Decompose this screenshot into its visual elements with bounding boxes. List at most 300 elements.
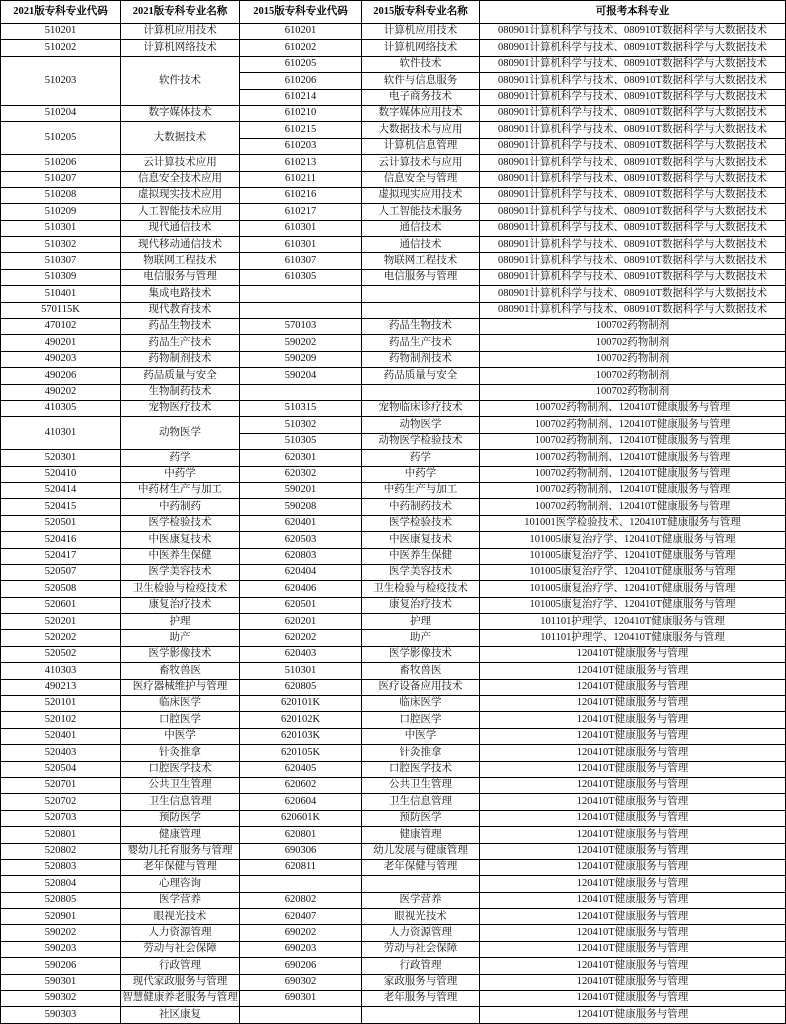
- cell-name-2021: 婴幼儿托育服务与管理: [121, 844, 240, 860]
- cell-name-2021: 人工智能技术应用: [121, 204, 240, 220]
- cell-name-2015: 电子商务技术: [362, 90, 480, 106]
- cell-code-2021: 520502: [1, 647, 121, 663]
- cell-code-2015: 510302: [240, 417, 362, 433]
- cell-name-2021: 生物制药技术: [121, 385, 240, 401]
- cell-eligible-majors: 100702药物制剂、120410T健康服务与管理: [480, 467, 786, 483]
- cell-code-2021: 520803: [1, 860, 121, 876]
- cell-code-2015: 620201: [240, 614, 362, 630]
- cell-name-2021: 宠物医疗技术: [121, 401, 240, 417]
- cell-name-2015: 软件技术: [362, 57, 480, 73]
- cell-code-2021: 520417: [1, 549, 121, 565]
- cell-eligible-majors: 100702药物制剂、120410T健康服务与管理: [480, 434, 786, 450]
- cell-name-2015: 口腔医学技术: [362, 762, 480, 778]
- cell-name-2021: 计算机应用技术: [121, 24, 240, 40]
- cell-eligible-majors: 120410T健康服务与管理: [480, 778, 786, 794]
- cell-code-2021: 470102: [1, 319, 121, 335]
- cell-eligible-majors: 101005康复治疗学、120410T健康服务与管理: [480, 532, 786, 548]
- cell-name-2015: 计算机应用技术: [362, 24, 480, 40]
- cell-code-2015: 610217: [240, 204, 362, 220]
- cell-eligible-majors: 120410T健康服务与管理: [480, 745, 786, 761]
- cell-name-2015: 幼儿发展与健康管理: [362, 844, 480, 860]
- cell-name-2021: 医学营养: [121, 893, 240, 909]
- cell-code-2015: 620103K: [240, 729, 362, 745]
- cell-eligible-majors: 080901计算机科学与技术、080910T数据科学与大数据技术: [480, 90, 786, 106]
- cell-code-2021: 520802: [1, 844, 121, 860]
- cell-name-2015: 中药制药技术: [362, 499, 480, 515]
- cell-eligible-majors: 120410T健康服务与管理: [480, 696, 786, 712]
- cell-name-2015: [362, 385, 480, 401]
- cell-code-2021: 490202: [1, 385, 121, 401]
- cell-code-2021: 520416: [1, 532, 121, 548]
- cell-name-2015: 针灸推拿: [362, 745, 480, 761]
- cell-eligible-majors: 120410T健康服务与管理: [480, 844, 786, 860]
- cell-name-2015: 卫生信息管理: [362, 794, 480, 810]
- cell-eligible-majors: 080901计算机科学与技术、080910T数据科学与大数据技术: [480, 221, 786, 237]
- cell-code-2015: 620803: [240, 549, 362, 565]
- cell-code-2015: 610301: [240, 221, 362, 237]
- cell-eligible-majors: 080901计算机科学与技术、080910T数据科学与大数据技术: [480, 253, 786, 269]
- cell-code-2015: 610205: [240, 57, 362, 73]
- cell-code-2015: 610211: [240, 172, 362, 188]
- cell-code-2021: 510301: [1, 221, 121, 237]
- cell-code-2015: 610203: [240, 139, 362, 155]
- cell-eligible-majors: 120410T健康服务与管理: [480, 712, 786, 728]
- cell-code-2015: 620802: [240, 893, 362, 909]
- cell-code-2021: 520201: [1, 614, 121, 630]
- cell-name-2015: 计算机网络技术: [362, 40, 480, 56]
- cell-name-2021: 医疗器械维护与管理: [121, 680, 240, 696]
- cell-eligible-majors: 080901计算机科学与技术、080910T数据科学与大数据技术: [480, 237, 786, 253]
- cell-name-2015: 云计算技术与应用: [362, 155, 480, 171]
- cell-name-2015: 中医康复技术: [362, 532, 480, 548]
- cell-code-2015: 610201: [240, 24, 362, 40]
- cell-name-2021: 行政管理: [121, 958, 240, 974]
- cell-code-2021: 510208: [1, 188, 121, 204]
- cell-code-2021: 410303: [1, 663, 121, 679]
- cell-code-2021: 520501: [1, 516, 121, 532]
- cell-eligible-majors: 101005康复治疗学、120410T健康服务与管理: [480, 598, 786, 614]
- cell-code-2015: 620302: [240, 467, 362, 483]
- cell-name-2015: 药品生产技术: [362, 335, 480, 351]
- cell-name-2021: 软件技术: [121, 57, 240, 106]
- cell-name-2021: 口腔医学: [121, 712, 240, 728]
- cell-code-2021: 510204: [1, 106, 121, 122]
- cell-name-2015: 健康管理: [362, 827, 480, 843]
- cell-code-2015: 590209: [240, 352, 362, 368]
- cell-code-2021: 510401: [1, 286, 121, 302]
- cell-eligible-majors: 100702药物制剂、120410T健康服务与管理: [480, 450, 786, 466]
- cell-name-2015: 电信服务与管理: [362, 270, 480, 286]
- cell-code-2015: 590208: [240, 499, 362, 515]
- cell-name-2015: [362, 286, 480, 302]
- cell-name-2021: 卫生检验与检疫技术: [121, 581, 240, 597]
- cell-name-2015: 口腔医学: [362, 712, 480, 728]
- cell-name-2015: 医学营养: [362, 893, 480, 909]
- cell-eligible-majors: 120410T健康服务与管理: [480, 942, 786, 958]
- cell-name-2015: 大数据技术与应用: [362, 122, 480, 138]
- cell-code-2015: 690306: [240, 844, 362, 860]
- cell-name-2021: 老年保健与管理: [121, 860, 240, 876]
- cell-eligible-majors: 101101护理学、120410T健康服务与管理: [480, 630, 786, 646]
- cell-name-2015: 通信技术: [362, 221, 480, 237]
- cell-name-2021: 护理: [121, 614, 240, 630]
- cell-code-2021: 510205: [1, 122, 121, 155]
- cell-name-2015: 医学美容技术: [362, 565, 480, 581]
- cell-eligible-majors: 101001医学检验技术、120410T健康服务与管理: [480, 516, 786, 532]
- cell-code-2021: 490201: [1, 335, 121, 351]
- cell-code-2015: 610307: [240, 253, 362, 269]
- cell-code-2015: 690206: [240, 958, 362, 974]
- cell-code-2015: 620102K: [240, 712, 362, 728]
- cell-name-2015: 信息安全与管理: [362, 172, 480, 188]
- cell-name-2021: 中药制药: [121, 499, 240, 515]
- cell-eligible-majors: 120410T健康服务与管理: [480, 811, 786, 827]
- cell-code-2021: 510207: [1, 172, 121, 188]
- cell-name-2015: 老年保健与管理: [362, 860, 480, 876]
- cell-code-2021: 490203: [1, 352, 121, 368]
- cell-name-2015: 劳动与社会保障: [362, 942, 480, 958]
- cell-code-2021: 520504: [1, 762, 121, 778]
- cell-name-2021: 中医学: [121, 729, 240, 745]
- cell-eligible-majors: 120410T健康服务与管理: [480, 680, 786, 696]
- cell-code-2015: 620403: [240, 647, 362, 663]
- cell-code-2015: 610206: [240, 73, 362, 89]
- cell-code-2021: 520901: [1, 909, 121, 925]
- cell-name-2015: 卫生检验与检疫技术: [362, 581, 480, 597]
- cell-code-2021: 520703: [1, 811, 121, 827]
- cell-eligible-majors: 120410T健康服务与管理: [480, 663, 786, 679]
- cell-code-2021: 410305: [1, 401, 121, 417]
- cell-name-2015: 中药学: [362, 467, 480, 483]
- cell-code-2015: 620101K: [240, 696, 362, 712]
- cell-code-2015: 590204: [240, 368, 362, 384]
- cell-name-2021: 药品生物技术: [121, 319, 240, 335]
- cell-eligible-majors: 100702药物制剂: [480, 319, 786, 335]
- cell-code-2015: 590201: [240, 483, 362, 499]
- cell-code-2015: 620805: [240, 680, 362, 696]
- cell-eligible-majors: 100702药物制剂、120410T健康服务与管理: [480, 417, 786, 433]
- cell-code-2015: 620501: [240, 598, 362, 614]
- cell-name-2021: 针灸推拿: [121, 745, 240, 761]
- cell-code-2021: 520102: [1, 712, 121, 728]
- cell-name-2015: 医学检验技术: [362, 516, 480, 532]
- cell-code-2015: 610216: [240, 188, 362, 204]
- cell-code-2015: 690203: [240, 942, 362, 958]
- cell-name-2015: 药学: [362, 450, 480, 466]
- cell-code-2021: 570115K: [1, 303, 121, 319]
- cell-eligible-majors: 080901计算机科学与技术、080910T数据科学与大数据技术: [480, 122, 786, 138]
- header-2015-code: 2015版专科专业代码: [240, 1, 362, 24]
- cell-code-2015: 620405: [240, 762, 362, 778]
- cell-code-2015: 620602: [240, 778, 362, 794]
- cell-code-2015: [240, 1007, 362, 1023]
- cell-name-2021: 畜牧兽医: [121, 663, 240, 679]
- cell-name-2021: 计算机网络技术: [121, 40, 240, 56]
- cell-code-2021: 510209: [1, 204, 121, 220]
- cell-code-2021: 590303: [1, 1007, 121, 1023]
- cell-code-2021: 510309: [1, 270, 121, 286]
- cell-eligible-majors: 120410T健康服务与管理: [480, 893, 786, 909]
- cell-code-2015: 510301: [240, 663, 362, 679]
- cell-eligible-majors: 080901计算机科学与技术、080910T数据科学与大数据技术: [480, 73, 786, 89]
- cell-name-2021: 中药学: [121, 467, 240, 483]
- cell-eligible-majors: 080901计算机科学与技术、080910T数据科学与大数据技术: [480, 57, 786, 73]
- cell-code-2015: [240, 385, 362, 401]
- cell-name-2015: 临床医学: [362, 696, 480, 712]
- cell-code-2021: 520301: [1, 450, 121, 466]
- cell-eligible-majors: 120410T健康服务与管理: [480, 860, 786, 876]
- cell-code-2015: 690202: [240, 925, 362, 941]
- cell-eligible-majors: 120410T健康服务与管理: [480, 794, 786, 810]
- cell-code-2021: 520410: [1, 467, 121, 483]
- cell-name-2021: 助产: [121, 630, 240, 646]
- cell-code-2021: 520415: [1, 499, 121, 515]
- cell-name-2021: 劳动与社会保障: [121, 942, 240, 958]
- cell-code-2015: 620301: [240, 450, 362, 466]
- cell-eligible-majors: 080901计算机科学与技术、080910T数据科学与大数据技术: [480, 172, 786, 188]
- cell-code-2021: 410301: [1, 417, 121, 450]
- cell-name-2021: 云计算技术应用: [121, 155, 240, 171]
- cell-eligible-majors: 100702药物制剂、120410T健康服务与管理: [480, 401, 786, 417]
- cell-name-2021: 集成电路技术: [121, 286, 240, 302]
- cell-name-2021: 动物医学: [121, 417, 240, 450]
- cell-name-2015: 虚拟现实应用技术: [362, 188, 480, 204]
- cell-name-2021: 临床医学: [121, 696, 240, 712]
- cell-name-2021: 预防医学: [121, 811, 240, 827]
- cell-name-2021: 眼视光技术: [121, 909, 240, 925]
- cell-code-2015: 610215: [240, 122, 362, 138]
- cell-name-2021: 健康管理: [121, 827, 240, 843]
- cell-eligible-majors: 120410T健康服务与管理: [480, 925, 786, 941]
- cell-name-2021: 公共卫生管理: [121, 778, 240, 794]
- cell-eligible-majors: 120410T健康服务与管理: [480, 991, 786, 1007]
- cell-name-2015: 药物制剂技术: [362, 352, 480, 368]
- cell-eligible-majors: 080901计算机科学与技术、080910T数据科学与大数据技术: [480, 303, 786, 319]
- cell-name-2021: 药品生产技术: [121, 335, 240, 351]
- header-2021-code: 2021版专科专业代码: [1, 1, 121, 24]
- cell-code-2021: 520801: [1, 827, 121, 843]
- cell-code-2015: 610305: [240, 270, 362, 286]
- cell-code-2021: 520401: [1, 729, 121, 745]
- cell-name-2021: 现代家政服务与管理: [121, 975, 240, 991]
- cell-code-2021: 520804: [1, 876, 121, 892]
- cell-code-2015: [240, 286, 362, 302]
- cell-code-2015: 510305: [240, 434, 362, 450]
- cell-eligible-majors: 080901计算机科学与技术、080910T数据科学与大数据技术: [480, 106, 786, 122]
- cell-code-2021: 510302: [1, 237, 121, 253]
- cell-code-2021: 510203: [1, 57, 121, 106]
- cell-name-2015: 软件与信息服务: [362, 73, 480, 89]
- cell-name-2015: [362, 876, 480, 892]
- cell-code-2015: 620601K: [240, 811, 362, 827]
- cell-eligible-majors: 120410T健康服务与管理: [480, 876, 786, 892]
- cell-code-2015: 620105K: [240, 745, 362, 761]
- cell-code-2021: 520414: [1, 483, 121, 499]
- cell-name-2015: 公共卫生管理: [362, 778, 480, 794]
- cell-eligible-majors: 100702药物制剂: [480, 335, 786, 351]
- cell-eligible-majors: 120410T健康服务与管理: [480, 827, 786, 843]
- header-2015-name: 2015版专科专业名称: [362, 1, 480, 24]
- cell-name-2021: 中医康复技术: [121, 532, 240, 548]
- cell-name-2021: 康复治疗技术: [121, 598, 240, 614]
- cell-code-2021: 520701: [1, 778, 121, 794]
- cell-name-2015: 动物医学: [362, 417, 480, 433]
- cell-name-2015: 预防医学: [362, 811, 480, 827]
- cell-name-2015: 动物医学检验技术: [362, 434, 480, 450]
- cell-code-2021: 520702: [1, 794, 121, 810]
- cell-code-2015: 690302: [240, 975, 362, 991]
- cell-code-2015: 620404: [240, 565, 362, 581]
- cell-eligible-majors: 101005康复治疗学、120410T健康服务与管理: [480, 581, 786, 597]
- cell-code-2015: 610210: [240, 106, 362, 122]
- cell-eligible-majors: 080901计算机科学与技术、080910T数据科学与大数据技术: [480, 188, 786, 204]
- cell-name-2015: 数字媒体应用技术: [362, 106, 480, 122]
- cell-code-2015: 690301: [240, 991, 362, 1007]
- cell-code-2021: 590302: [1, 991, 121, 1007]
- cell-code-2015: 620406: [240, 581, 362, 597]
- cell-name-2015: 医学影像技术: [362, 647, 480, 663]
- cell-code-2015: 610214: [240, 90, 362, 106]
- cell-eligible-majors: 100702药物制剂: [480, 352, 786, 368]
- cell-name-2021: 电信服务与管理: [121, 270, 240, 286]
- cell-name-2021: 现代移动通信技术: [121, 237, 240, 253]
- cell-name-2015: 药品生物技术: [362, 319, 480, 335]
- cell-code-2015: 570103: [240, 319, 362, 335]
- cell-name-2021: 卫生信息管理: [121, 794, 240, 810]
- cell-code-2021: 510201: [1, 24, 121, 40]
- cell-code-2015: 510315: [240, 401, 362, 417]
- cell-name-2021: 医学影像技术: [121, 647, 240, 663]
- cell-name-2015: 人力资源管理: [362, 925, 480, 941]
- header-2021-name: 2021版专科专业名称: [121, 1, 240, 24]
- cell-code-2021: 520507: [1, 565, 121, 581]
- cell-eligible-majors: 080901计算机科学与技术、080910T数据科学与大数据技术: [480, 139, 786, 155]
- cell-eligible-majors: 120410T健康服务与管理: [480, 958, 786, 974]
- cell-code-2015: [240, 303, 362, 319]
- cell-eligible-majors: 101005康复治疗学、120410T健康服务与管理: [480, 549, 786, 565]
- cell-eligible-majors: 120410T健康服务与管理: [480, 647, 786, 663]
- cell-name-2015: [362, 303, 480, 319]
- cell-code-2021: 590206: [1, 958, 121, 974]
- header-eligible-majors: 可报考本科专业: [480, 1, 786, 24]
- cell-name-2021: 药品质量与安全: [121, 368, 240, 384]
- cell-code-2021: 510307: [1, 253, 121, 269]
- cell-code-2021: 590203: [1, 942, 121, 958]
- cell-name-2021: 医学检验技术: [121, 516, 240, 532]
- cell-code-2015: 620407: [240, 909, 362, 925]
- cell-name-2015: 药品质量与安全: [362, 368, 480, 384]
- cell-eligible-majors: 100702药物制剂: [480, 385, 786, 401]
- cell-code-2021: 520601: [1, 598, 121, 614]
- cell-name-2021: 心理咨询: [121, 876, 240, 892]
- cell-eligible-majors: 080901计算机科学与技术、080910T数据科学与大数据技术: [480, 204, 786, 220]
- cell-name-2021: 中医养生保健: [121, 549, 240, 565]
- cell-code-2021: 490206: [1, 368, 121, 384]
- cell-code-2015: 610202: [240, 40, 362, 56]
- cell-code-2015: 610301: [240, 237, 362, 253]
- cell-code-2021: 510202: [1, 40, 121, 56]
- cell-name-2021: 现代通信技术: [121, 221, 240, 237]
- cell-eligible-majors: 120410T健康服务与管理: [480, 909, 786, 925]
- cell-name-2015: 中医养生保健: [362, 549, 480, 565]
- cell-name-2021: 物联网工程技术: [121, 253, 240, 269]
- cell-code-2021: 520403: [1, 745, 121, 761]
- cell-code-2015: 620202: [240, 630, 362, 646]
- cell-code-2015: 620604: [240, 794, 362, 810]
- cell-name-2021: 人力资源管理: [121, 925, 240, 941]
- cell-code-2015: 620811: [240, 860, 362, 876]
- cell-name-2015: 畜牧兽医: [362, 663, 480, 679]
- cell-code-2015: [240, 876, 362, 892]
- cell-eligible-majors: 080901计算机科学与技术、080910T数据科学与大数据技术: [480, 40, 786, 56]
- cell-eligible-majors: 080901计算机科学与技术、080910T数据科学与大数据技术: [480, 270, 786, 286]
- cell-name-2021: 虚拟现实技术应用: [121, 188, 240, 204]
- cell-name-2015: [362, 1007, 480, 1023]
- cell-code-2015: 620401: [240, 516, 362, 532]
- cell-name-2021: 药学: [121, 450, 240, 466]
- cell-name-2015: 中药生产与加工: [362, 483, 480, 499]
- cell-eligible-majors: 101101护理学、120410T健康服务与管理: [480, 614, 786, 630]
- cell-name-2015: 通信技术: [362, 237, 480, 253]
- cell-eligible-majors: 100702药物制剂、120410T健康服务与管理: [480, 483, 786, 499]
- cell-code-2021: 520508: [1, 581, 121, 597]
- cell-eligible-majors: 080901计算机科学与技术、080910T数据科学与大数据技术: [480, 286, 786, 302]
- cell-name-2015: 康复治疗技术: [362, 598, 480, 614]
- cell-name-2021: 社区康复: [121, 1007, 240, 1023]
- cell-name-2021: 口腔医学技术: [121, 762, 240, 778]
- cell-name-2015: 家政服务与管理: [362, 975, 480, 991]
- cell-name-2015: 老年服务与管理: [362, 991, 480, 1007]
- cell-name-2021: 现代教育技术: [121, 303, 240, 319]
- cell-name-2015: 物联网工程技术: [362, 253, 480, 269]
- cell-code-2021: 520101: [1, 696, 121, 712]
- cell-name-2015: 人工智能技术服务: [362, 204, 480, 220]
- cell-code-2015: 590202: [240, 335, 362, 351]
- cell-name-2015: 行政管理: [362, 958, 480, 974]
- cell-name-2015: 计算机信息管理: [362, 139, 480, 155]
- cell-name-2021: 药物制剂技术: [121, 352, 240, 368]
- cell-name-2021: 医学美容技术: [121, 565, 240, 581]
- cell-eligible-majors: 080901计算机科学与技术、080910T数据科学与大数据技术: [480, 155, 786, 171]
- cell-eligible-majors: 080901计算机科学与技术、080910T数据科学与大数据技术: [480, 24, 786, 40]
- cell-eligible-majors: 100702药物制剂、120410T健康服务与管理: [480, 499, 786, 515]
- cell-eligible-majors: 120410T健康服务与管理: [480, 729, 786, 745]
- cell-code-2021: 520202: [1, 630, 121, 646]
- cell-eligible-majors: 100702药物制剂: [480, 368, 786, 384]
- cell-name-2021: 数字媒体技术: [121, 106, 240, 122]
- cell-name-2015: 助产: [362, 630, 480, 646]
- cell-code-2015: 620801: [240, 827, 362, 843]
- cell-name-2015: 护理: [362, 614, 480, 630]
- cell-name-2021: 大数据技术: [121, 122, 240, 155]
- cell-name-2021: 信息安全技术应用: [121, 172, 240, 188]
- cell-name-2015: 宠物临床诊疗技术: [362, 401, 480, 417]
- cell-name-2021: 智慧健康养老服务与管理: [121, 991, 240, 1007]
- cell-code-2021: 590202: [1, 925, 121, 941]
- cell-code-2015: 610213: [240, 155, 362, 171]
- cell-name-2015: 眼视光技术: [362, 909, 480, 925]
- cell-name-2015: 医疗设备应用技术: [362, 680, 480, 696]
- cell-code-2021: 490213: [1, 680, 121, 696]
- cell-eligible-majors: 120410T健康服务与管理: [480, 762, 786, 778]
- cell-code-2021: 510206: [1, 155, 121, 171]
- cell-eligible-majors: 120410T健康服务与管理: [480, 1007, 786, 1023]
- cell-eligible-majors: 120410T健康服务与管理: [480, 975, 786, 991]
- cell-name-2015: 中医学: [362, 729, 480, 745]
- cell-code-2021: 590301: [1, 975, 121, 991]
- cell-code-2015: 620503: [240, 532, 362, 548]
- cell-name-2021: 中药材生产与加工: [121, 483, 240, 499]
